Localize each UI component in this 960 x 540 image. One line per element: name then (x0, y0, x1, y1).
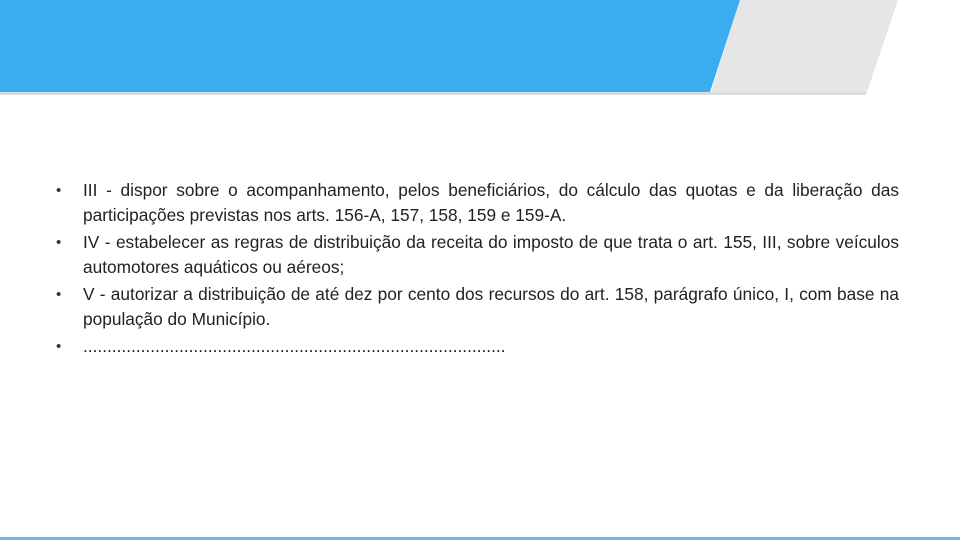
bullet-marker: • (56, 234, 62, 251)
bullet-item-v (56, 282, 899, 332)
banner-shadow (0, 92, 866, 95)
bullet-text: III - dispor sobre o acompanhamento, pelos beneficiários, do cálculo das quotas e da liberação das participações previstas nos arts. 156-A, 157, 158, 159 e 159-A. (83, 180, 899, 225)
banner-blue-shape (0, 0, 740, 92)
bullet-marker: • (56, 338, 62, 355)
bullet-marker: • (56, 182, 62, 199)
bullet-text: ........................................................................................ (83, 336, 506, 356)
bullet-marker: • (56, 286, 62, 303)
bullet-item-iii (56, 178, 899, 228)
header-banner (0, 0, 960, 100)
bullet-list (56, 178, 899, 361)
bullet-item-ellipsis (56, 334, 899, 359)
bullet-text: IV - estabelecer as regras de distribuição da receita do imposto de que trata o art. 155, III, sobre veículos automotores aquáticos ou aéreos; (83, 232, 899, 277)
header-banner-shape (0, 0, 960, 100)
banner-gray-shape (710, 0, 898, 95)
bullet-item-iv (56, 230, 899, 280)
bullet-text: V - autorizar a distribuição de até dez por cento dos recursos do art. 158, parágrafo único, I, com base na população do Município. (83, 284, 899, 329)
